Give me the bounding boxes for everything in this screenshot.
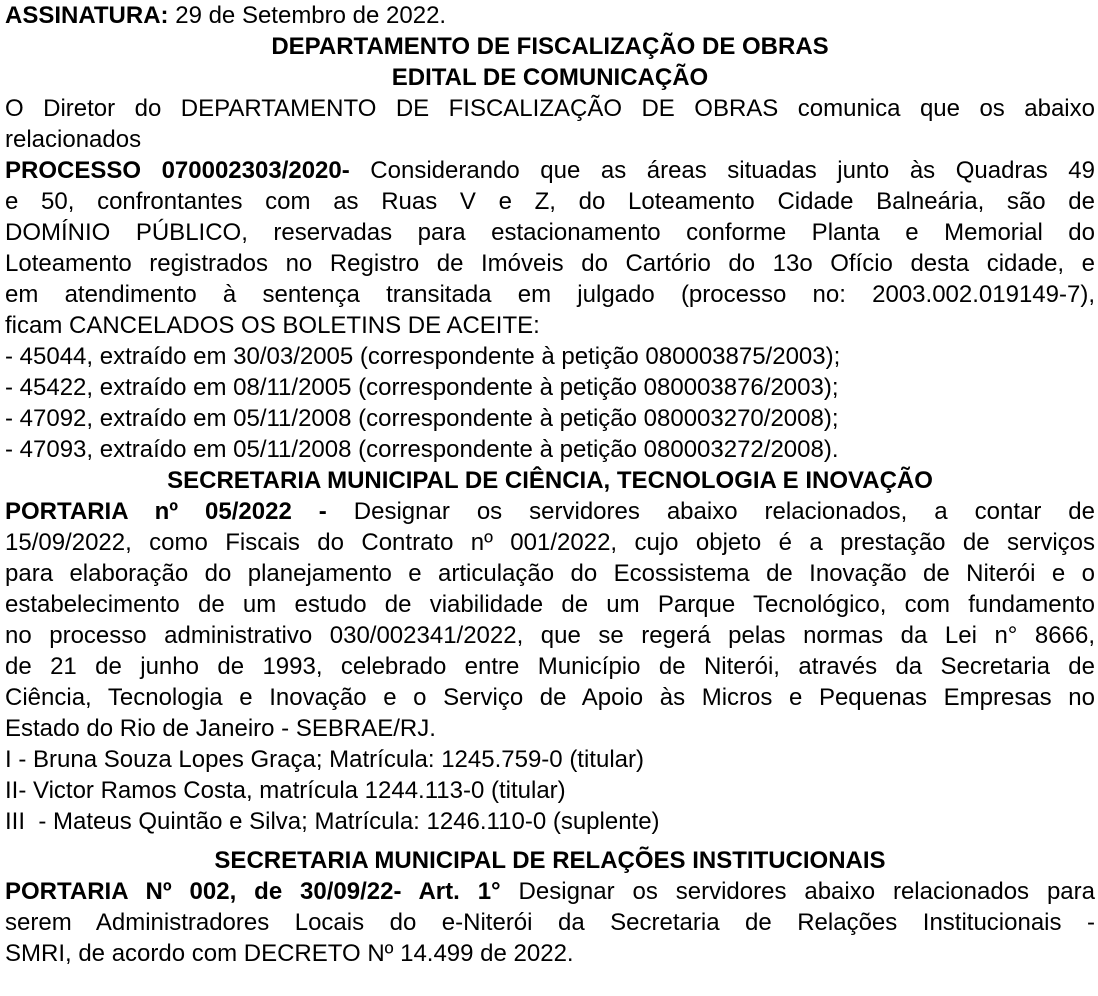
portaria-label: PORTARIA nº 05/2022 - [5, 498, 327, 525]
servidor-item: II- Victor Ramos Costa, matrícula 1244.113-0 (titular) [5, 777, 566, 804]
processo-line: DOMÍNIO PÚBLICO, reservadas para estacionamento conforme Planta e Memorial do [5, 219, 1095, 246]
processo-label: PROCESSO 070002303/2020- [5, 157, 350, 184]
processo-line: ficam CANCELADOS OS BOLETINS DE ACEITE: [5, 312, 540, 339]
assinatura-line [5, 0, 1095, 31]
dfo-intro-line: O Diretor do DEPARTAMENTO DE FISCALIZAÇÃO DE OBRAS comunica que os abaixo [5, 95, 1095, 122]
processo-text: Considerando que as áreas situadas junto às Quadras 49 [349, 157, 1095, 184]
boletim-item: - 45422, extraído em 08/11/2005 (correspondente à petição 080003876/2003); [5, 374, 839, 401]
processo-line: em atendimento à sentença transitada em julgado (processo no: 2003.002.019149-7), [5, 281, 1095, 308]
processo-line [5, 155, 1095, 186]
smcti-heading: SECRETARIA MUNICIPAL DE CIÊNCIA, TECNOLOGIA E INOVAÇÃO [167, 467, 933, 494]
boletim-item: - 47093, extraído em 05/11/2008 (correspondente à petição 080003272/2008). [5, 436, 839, 463]
portaria-line: 15/09/2022, como Fiscais do Contrato nº 001/2022, cujo objeto é a prestação de serviços [5, 529, 1095, 556]
boletim-item: - 47092, extraído em 05/11/2008 (correspondente à petição 080003270/2008); [5, 405, 839, 432]
dfo-heading: DEPARTAMENTO DE FISCALIZAÇÃO DE OBRAS [271, 33, 829, 60]
assinatura-value: 29 de Setembro de 2022. [168, 2, 447, 29]
edital-heading: EDITAL DE COMUNICAÇÃO [391, 64, 709, 91]
portaria-line: Estado do Rio de Janeiro - SEBRAE/RJ. [5, 715, 436, 742]
boletim-item: - 45044, extraído em 30/03/2005 (correspondente à petição 080003875/2003); [5, 343, 841, 370]
portaria-line: Ciência, Tecnologia e Inovação e o Serviço de Apoio às Micros e Pequenas Empresas no [5, 684, 1095, 711]
smri-portaria-line: SMRI, de acordo com DECRETO Nº 14.499 de 2022. [5, 940, 574, 967]
portaria-line [5, 496, 1095, 527]
portaria-line: de 21 de junho de 1993, celebrado entre Município de Niterói, através da Secretaria de [5, 653, 1095, 680]
processo-line: e 50, confrontantes com as Ruas V e Z, do Loteamento Cidade Balneária, são de [5, 188, 1095, 215]
servidor-item: III - Mateus Quintão e Silva; Matrícula: 1246.110-0 (suplente) [5, 808, 660, 835]
smri-portaria-line: serem Administradores Locais do e-Niterói da Secretaria de Relações Institucionais - [5, 909, 1095, 936]
smri-heading: SECRETARIA MUNICIPAL DE RELAÇÕES INSTITUCIONAIS [214, 847, 886, 874]
smri-portaria-line [5, 876, 1095, 907]
portaria-line: estabelecimento de um estudo de viabilidade de um Parque Tecnológico, com fundamento [5, 591, 1095, 618]
processo-line: Loteamento registrados no Registro de Imóveis do Cartório do 13o Ofício desta cidade, e [5, 250, 1095, 277]
servidor-item: I - Bruna Souza Lopes Graça; Matrícula: 1245.759-0 (titular) [5, 746, 644, 773]
portaria-line: no processo administrativo 030/002341/2022, que se regerá pelas normas da Lei n° 8666, [5, 622, 1095, 649]
dfo-intro-line: relacionados [5, 126, 142, 153]
smri-portaria-text: Designar os servidores abaixo relacionados para [500, 878, 1095, 905]
smri-portaria-label: PORTARIA Nº 002, de 30/09/22- Art. 1° [5, 878, 501, 905]
portaria-line: para elaboração do planejamento e articulação do Ecossistema de Inovação de Niterói e o [5, 560, 1095, 587]
portaria-text: Designar os servidores abaixo relacionados, a contar de [326, 498, 1096, 525]
assinatura-label: ASSINATURA: [5, 2, 169, 29]
section-gap [5, 837, 1095, 845]
